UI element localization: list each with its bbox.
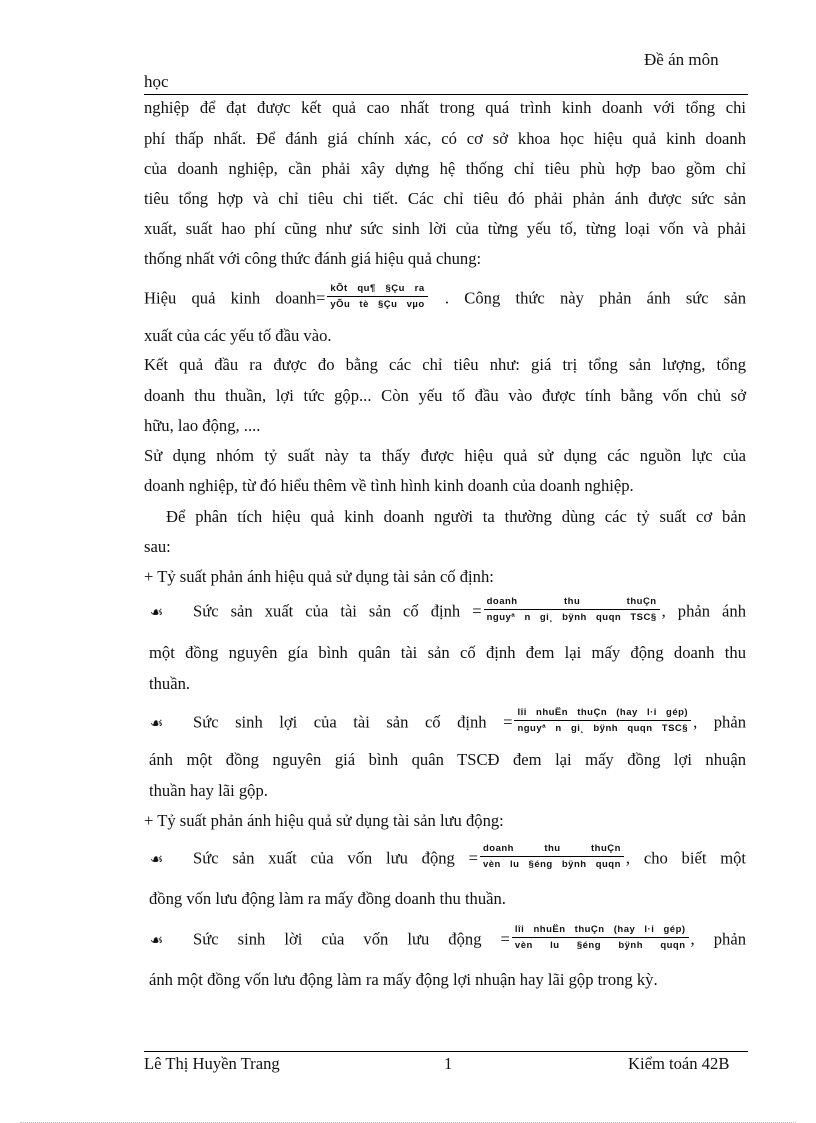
fraction-denominator: nguyª n gi¸ bÿnh quqn TSC§ <box>517 723 689 734</box>
section-heading-fixed-assets: + Tỷ suất phản ánh hiệu quả sử dụng tài sản cố định: <box>144 567 494 586</box>
text-line: một đồng nguyên gía bình quân tài sản cố định đem lại mấy động doanh thu <box>149 643 746 662</box>
text-line: doanh thu thuần, lợi tức gộp... Còn yếu tố đầu vào được tính bằng vốn chủ sở <box>144 386 746 405</box>
formula-lead: Hiệu quả kinh doanh= <box>144 288 326 308</box>
text-line: của doanh nghiệp, cần phải xây dựng hệ thống chỉ tiêu phù hợp bao gồm chỉ <box>144 159 746 178</box>
fraction-denominator: vèn lu §éng bÿnh quqn <box>514 940 686 951</box>
fraction-f1 <box>484 596 660 623</box>
formula-main <box>144 283 746 313</box>
formula-trail: , cho biết một <box>625 848 747 868</box>
header-title-wrap: học <box>144 72 169 91</box>
formula-trail: , phản <box>693 712 746 732</box>
fraction-denominator: yÕu tè §Çu vµo <box>330 299 425 310</box>
header-title: Đề án môn <box>644 50 719 69</box>
footer-rule <box>144 1051 748 1052</box>
text-line: Để phân tích hiệu quả kinh doanh người ta thường dùng các tỷ suất cơ bản <box>166 507 746 526</box>
formula-label: Sức sản xuất của tài sản cố định = <box>193 601 482 621</box>
page-number: 1 <box>444 1054 453 1073</box>
text-line: Sử dụng nhóm tỷ suất này ta thấy được hiệu quả sử dụng các nguồn lực của <box>144 446 746 465</box>
fraction-denominator: vèn lu §éng bÿnh quqn <box>482 859 621 870</box>
fraction-numerator: kÕt qu¶ §Çu ra <box>327 283 427 297</box>
formula-label: Sức sản xuất của vốn lưu động = <box>193 848 478 868</box>
text-line: ánh một đồng vốn lưu động làm ra mấy động lợi nhuận hay lãi gộp trong kỳ. <box>149 970 658 989</box>
text-line: thuần. <box>149 674 191 693</box>
bullet-icon: ☙ <box>150 850 164 868</box>
bullet-icon: ☙ <box>150 603 164 621</box>
fraction-f3 <box>480 843 624 870</box>
formula-trail: , phản <box>690 929 746 949</box>
fraction-f2 <box>514 707 691 734</box>
fraction-numerator: doanh thu thuÇn <box>484 596 660 610</box>
formula-f2 <box>193 707 746 737</box>
bullet-icon: ☙ <box>150 714 164 732</box>
text-line: thống nhất với công thức đánh giá hiệu quả chung: <box>144 249 482 268</box>
section-heading-current-assets: + Tỷ suất phản ánh hiệu quả sử dụng tài sản lưu động: <box>144 811 504 830</box>
header-rule <box>144 94 748 95</box>
text-line: sau: <box>144 537 171 556</box>
text-line: doanh nghiệp, từ đó hiểu thêm về tình hình kinh doanh của doanh nghiệp. <box>144 476 634 495</box>
formula-label: Sức sinh lợi của tài sản cố định = <box>193 712 513 732</box>
text-line: nghiệp để đạt được kết quả cao nhất trong quá trình kinh doanh với tổng chi <box>144 98 746 117</box>
text-line: thuần hay lãi gộp. <box>149 781 268 800</box>
bullet-icon: ☙ <box>150 931 164 949</box>
formula-label: Sức sinh lời của vốn lưu động = <box>193 929 510 949</box>
formula-f3 <box>193 843 747 873</box>
formula-trail: , phản ánh <box>661 601 746 621</box>
formula-f1 <box>193 596 746 626</box>
fraction-denominator: nguyª n gi¸ bÿnh quqn TSC§ <box>486 612 657 623</box>
text-line: tiêu tổng hợp và chỉ tiêu chi tiết. Các chỉ tiêu đó phải phản ánh được sức sản <box>144 189 746 208</box>
fraction-numerator: lîi nhuËn thuÇn (hay l·i gép) <box>514 707 691 721</box>
text-line: ánh một đồng nguyên giá bình quân TSCĐ đem lại mấy đồng lợi nhuận <box>149 750 746 769</box>
text-line: phí thấp nhất. Để đánh giá chính xác, có cơ sở khoa học hiệu quả kinh doanh <box>144 129 746 148</box>
formula-trail: . Công thức này phản ánh sức sản <box>444 288 746 308</box>
text-line: đồng vốn lưu động làm ra mấy đồng doanh thu thuần. <box>149 889 506 908</box>
fraction-numerator: lîi nhuËn thuÇn (hay l·i gép) <box>512 924 689 938</box>
footer-author: Lê Thị Huyền Trang <box>144 1054 280 1073</box>
text-line: xuất, suất hao phí cũng như sức sinh lời của từng yếu tố, từng loại vốn và phải <box>144 219 746 238</box>
fraction-f4 <box>512 924 689 951</box>
text-line: hữu, lao động, .... <box>144 416 261 435</box>
text-line: Kết quả đầu ra được đo bằng các chỉ tiêu như: giá trị tổng sản lượng, tổng <box>144 355 746 374</box>
fraction-efficiency <box>327 283 427 310</box>
formula-f4 <box>193 924 746 954</box>
fraction-numerator: doanh thu thuÇn <box>480 843 624 857</box>
footer-class: Kiểm toán 42B <box>628 1054 730 1073</box>
text-line: xuất của các yếu tố đầu vào. <box>144 326 332 345</box>
